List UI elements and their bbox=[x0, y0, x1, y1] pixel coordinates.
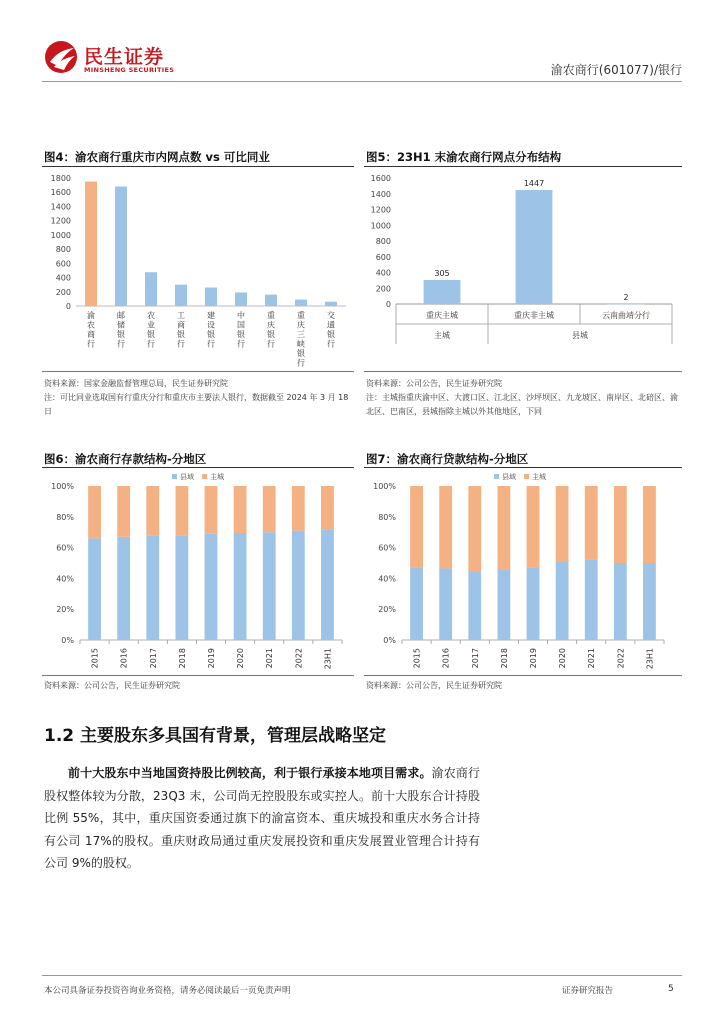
fig6-bar-county bbox=[263, 532, 276, 640]
fig4-bar bbox=[265, 295, 277, 306]
fig4-source: 资料来源：国家金融监督管理总局，民生证券研究院 bbox=[44, 379, 228, 388]
fig4-bar bbox=[205, 288, 217, 306]
fig6-bar-county bbox=[117, 537, 130, 640]
fig7-bar-county bbox=[556, 561, 569, 640]
fig6-bar-county bbox=[292, 531, 305, 640]
fig5-ytick-label: 800 bbox=[375, 237, 391, 246]
fig7-bar-county bbox=[468, 571, 481, 640]
fig4-ytick-label: 1800 bbox=[50, 174, 71, 183]
fig6-bar-main bbox=[263, 486, 276, 532]
fig6-bar-main bbox=[234, 486, 247, 533]
fig4-ytick-label: 0 bbox=[65, 302, 71, 311]
fig7-bar-county bbox=[439, 568, 452, 640]
fig4-category-label: 邮储银行 bbox=[117, 311, 125, 349]
fig5-bar bbox=[516, 190, 553, 304]
fig4-chart bbox=[42, 168, 354, 368]
logo-text-en: MINSHENG SECURITIES bbox=[84, 66, 175, 74]
fig6-category-label: 2018 bbox=[177, 648, 187, 669]
fig7-category-label: 2015 bbox=[412, 648, 422, 669]
fig4-category-label: 中国银行 bbox=[237, 311, 245, 349]
fig7-category-label: 2022 bbox=[616, 648, 626, 669]
fig6-ytick-label: 0% bbox=[61, 636, 74, 645]
fig4-bar bbox=[175, 285, 187, 306]
fig4-ytick-label: 1400 bbox=[50, 202, 71, 212]
fig6-bar-county bbox=[146, 535, 159, 640]
fig6-category-label: 2015 bbox=[90, 648, 100, 669]
fig6-category-label: 2019 bbox=[207, 648, 216, 669]
paragraph-lead: 前十大股东中当地国资持股比例较高，利于银行承接本地项目需求。 bbox=[68, 766, 432, 780]
fig4-bar bbox=[325, 302, 337, 306]
fig4-category-label: 农业银行 bbox=[147, 311, 155, 349]
fig5-ytick-label: 200 bbox=[375, 284, 391, 294]
fig4-title-rule bbox=[42, 166, 354, 167]
fig7-bar-county bbox=[585, 560, 598, 640]
fig6-legend-label-county: 县域 bbox=[180, 473, 194, 481]
fig7-title-rule bbox=[364, 467, 682, 468]
fig7-ytick-label: 60% bbox=[378, 543, 396, 553]
fig6-ytick-label: 20% bbox=[56, 605, 74, 615]
fig6-title: 图6：渝农商行存款结构-分地区 bbox=[44, 452, 207, 466]
footer-divider bbox=[42, 975, 682, 976]
fig6-category-label: 2016 bbox=[119, 648, 129, 669]
fig7-bar-main bbox=[614, 486, 627, 563]
fig5-ytick-label: 0 bbox=[385, 300, 391, 309]
fig7-bar-main bbox=[439, 486, 452, 568]
fig6-category-label: 2020 bbox=[236, 648, 246, 669]
fig4-category-label: 重庆三峡银行 bbox=[297, 311, 305, 368]
fig7-category-label: 2021 bbox=[587, 648, 597, 669]
section-paragraph bbox=[44, 762, 480, 875]
fig6-ytick-label: 60% bbox=[56, 543, 74, 553]
fig6-legend-swatch-county bbox=[172, 474, 177, 479]
fig6-bottom-rule bbox=[42, 675, 354, 676]
fig4-ytick-label: 200 bbox=[55, 287, 71, 297]
fig6-title-rule bbox=[42, 467, 354, 468]
fig4-ytick-label: 1200 bbox=[50, 216, 71, 226]
fig6-bar-main bbox=[321, 486, 334, 530]
fig6-chart bbox=[42, 469, 354, 673]
fig5-title-rule bbox=[364, 166, 682, 167]
fig7-bar-main bbox=[556, 486, 569, 561]
fig4-bar bbox=[235, 292, 247, 306]
fig7-bar-main bbox=[585, 486, 598, 560]
page-number: 5 bbox=[668, 984, 674, 994]
fig5-group-label: 主城 bbox=[434, 331, 450, 340]
fig5-data-label: 305 bbox=[434, 268, 450, 278]
fig7-bar-main bbox=[410, 486, 423, 568]
fig7-ytick-label: 80% bbox=[378, 512, 396, 522]
fig7-ytick-label: 20% bbox=[378, 605, 396, 615]
fig4-category-label: 重庆银行 bbox=[267, 311, 275, 349]
fig7-ytick-label: 100% bbox=[373, 482, 396, 491]
fig7-bar-main bbox=[468, 486, 481, 571]
fig4-ytick-label: 600 bbox=[55, 259, 71, 269]
fig7-legend-label-main: 主城 bbox=[532, 473, 546, 481]
fig4-ytick-label: 1000 bbox=[50, 230, 71, 240]
fig4-category-label: 交通银行 bbox=[327, 311, 335, 349]
fig5-bar bbox=[424, 280, 461, 304]
fig7-bar-main bbox=[497, 486, 510, 569]
footer-report-type: 证券研究报告 bbox=[562, 986, 614, 996]
fig7-category-label: 2018 bbox=[499, 648, 509, 669]
fig5-note: 注：主城指重庆渝中区、大渡口区、江北区、沙坪坝区、九龙坡区、南岸区、北碚区、渝北区、巴南区，县城指除主城以外其他地区，下同 bbox=[366, 393, 678, 416]
fig4-bottom-rule bbox=[42, 371, 354, 372]
fig5-category-label: 重庆主城 bbox=[426, 311, 458, 320]
fig7-legend-label-county: 县域 bbox=[502, 473, 516, 481]
fig6-source: 资料来源：公司公告，民生证券研究院 bbox=[44, 681, 180, 690]
fig7-category-label: 2020 bbox=[558, 648, 568, 669]
footer-disclaimer: 本公司具备证券投资咨询业务资格，请务必阅读最后一页免责声明 bbox=[44, 986, 291, 996]
fig4-category-label: 工商银行 bbox=[177, 311, 185, 349]
fig7-bar-county bbox=[643, 563, 656, 640]
fig7-bar-county bbox=[614, 563, 627, 640]
fig6-bar-county bbox=[234, 533, 247, 640]
fig4-bar bbox=[115, 187, 127, 306]
fig4-category-label: 渝农商行 bbox=[87, 311, 95, 349]
fig5-data-label: 2 bbox=[623, 292, 629, 302]
fig5-ytick-label: 400 bbox=[375, 268, 391, 278]
fig6-bar-main bbox=[117, 486, 130, 537]
section-heading: 1.2 主要股东多具国有背景，管理层战略坚定 bbox=[44, 726, 387, 746]
fig7-category-label: 2017 bbox=[470, 648, 480, 669]
fig7-bottom-rule bbox=[364, 675, 682, 676]
fig5-ytick-label: 1000 bbox=[370, 221, 391, 231]
fig6-bar-county bbox=[205, 534, 218, 640]
fig5-bar bbox=[608, 304, 645, 305]
fig5-chart bbox=[364, 168, 682, 368]
fig7-bar-county bbox=[527, 568, 540, 640]
fig7-category-label: 2016 bbox=[441, 648, 451, 669]
fig5-source: 资料来源：公司公告，民生证券研究院 bbox=[366, 379, 502, 388]
fig6-bar-county bbox=[321, 530, 334, 640]
report-stock-label: 渝农商行(601077)/银行 bbox=[550, 63, 682, 77]
fig5-group-label: 县城 bbox=[572, 331, 588, 340]
fig4-bar bbox=[295, 300, 307, 306]
fig6-bar-county bbox=[88, 538, 101, 640]
brand-logo bbox=[44, 40, 184, 76]
fig5-ytick-label: 1400 bbox=[370, 189, 391, 199]
fig7-bar-main bbox=[527, 486, 540, 568]
fig4-bar bbox=[145, 272, 157, 306]
fig4-bar bbox=[85, 182, 97, 306]
fig6-legend-swatch-main bbox=[202, 474, 207, 479]
fig4-ytick-label: 800 bbox=[55, 245, 71, 255]
fig6-bar-main bbox=[146, 486, 159, 535]
fig7-title: 图7：渝农商行贷款结构-分地区 bbox=[366, 452, 529, 466]
fig7-bar-county bbox=[497, 569, 510, 640]
fig7-bar-county bbox=[410, 568, 423, 640]
fig5-title: 图5：23H1 末渝农商行网点分布结构 bbox=[366, 150, 562, 164]
fig5-bottom-rule bbox=[364, 371, 682, 372]
fig6-ytick-label: 100% bbox=[51, 482, 74, 491]
fig4-category-label: 建设银行 bbox=[207, 311, 215, 349]
fig7-source: 资料来源：公司公告，民生证券研究院 bbox=[366, 681, 502, 690]
fig7-bar-main bbox=[643, 486, 656, 563]
fig6-category-label: 2021 bbox=[265, 648, 275, 669]
fig4-ytick-label: 400 bbox=[55, 273, 71, 283]
fig5-ytick-label: 1600 bbox=[370, 174, 391, 183]
fig7-legend-swatch-main bbox=[524, 474, 529, 479]
fig6-category-label: 23H1 bbox=[323, 648, 333, 670]
fig5-data-label: 1447 bbox=[523, 179, 545, 189]
fig6-ytick-label: 80% bbox=[56, 512, 74, 522]
fig6-bar-main bbox=[292, 486, 305, 531]
minsheng-logo-icon bbox=[44, 40, 80, 74]
fig7-chart bbox=[364, 469, 682, 673]
fig6-legend-label-main: 主城 bbox=[210, 473, 224, 481]
paragraph-body: 渝农商行股权整体较为分散，23Q3 末，公司尚无控股股东或实控人。前十大股东合计持股比例 55%，其中，重庆国资委通过旗下的渝富资本、重庆城投和重庆水务合计持有公司 17%的股权。重庆财政局通过重庆发展投资和重庆发展置业管理合计持有公司 9%的股权。 bbox=[44, 766, 480, 870]
fig6-bar-main bbox=[205, 486, 218, 534]
fig7-ytick-label: 0% bbox=[383, 636, 396, 645]
fig5-ytick-label: 600 bbox=[375, 252, 391, 262]
fig7-legend-swatch-county bbox=[494, 474, 499, 479]
fig5-category-label: 重庆非主城 bbox=[514, 311, 554, 320]
fig7-category-label: 2019 bbox=[529, 648, 538, 669]
fig4-note: 注：可比同业选取国有行重庆分行和重庆市主要法人银行，数据截至 2024 年 3 月 18 日 bbox=[44, 393, 349, 416]
logo-text-cn: 民生证券 bbox=[84, 46, 165, 68]
fig4-title: 图4：渝农商行重庆市内网点数 vs 可比同业 bbox=[44, 150, 270, 164]
fig5-ytick-label: 1200 bbox=[370, 205, 391, 215]
header-divider bbox=[42, 81, 682, 82]
fig6-category-label: 2022 bbox=[294, 648, 304, 669]
fig5-category-label: 云南曲靖分行 bbox=[602, 311, 650, 320]
fig7-ytick-label: 40% bbox=[378, 574, 396, 584]
fig6-bar-main bbox=[88, 486, 101, 538]
fig6-bar-main bbox=[175, 486, 188, 535]
fig6-ytick-label: 40% bbox=[56, 574, 74, 584]
fig6-bar-county bbox=[175, 535, 188, 640]
fig7-category-label: 23H1 bbox=[645, 648, 655, 670]
fig6-category-label: 2017 bbox=[148, 648, 158, 669]
fig4-ytick-label: 1600 bbox=[50, 188, 71, 198]
